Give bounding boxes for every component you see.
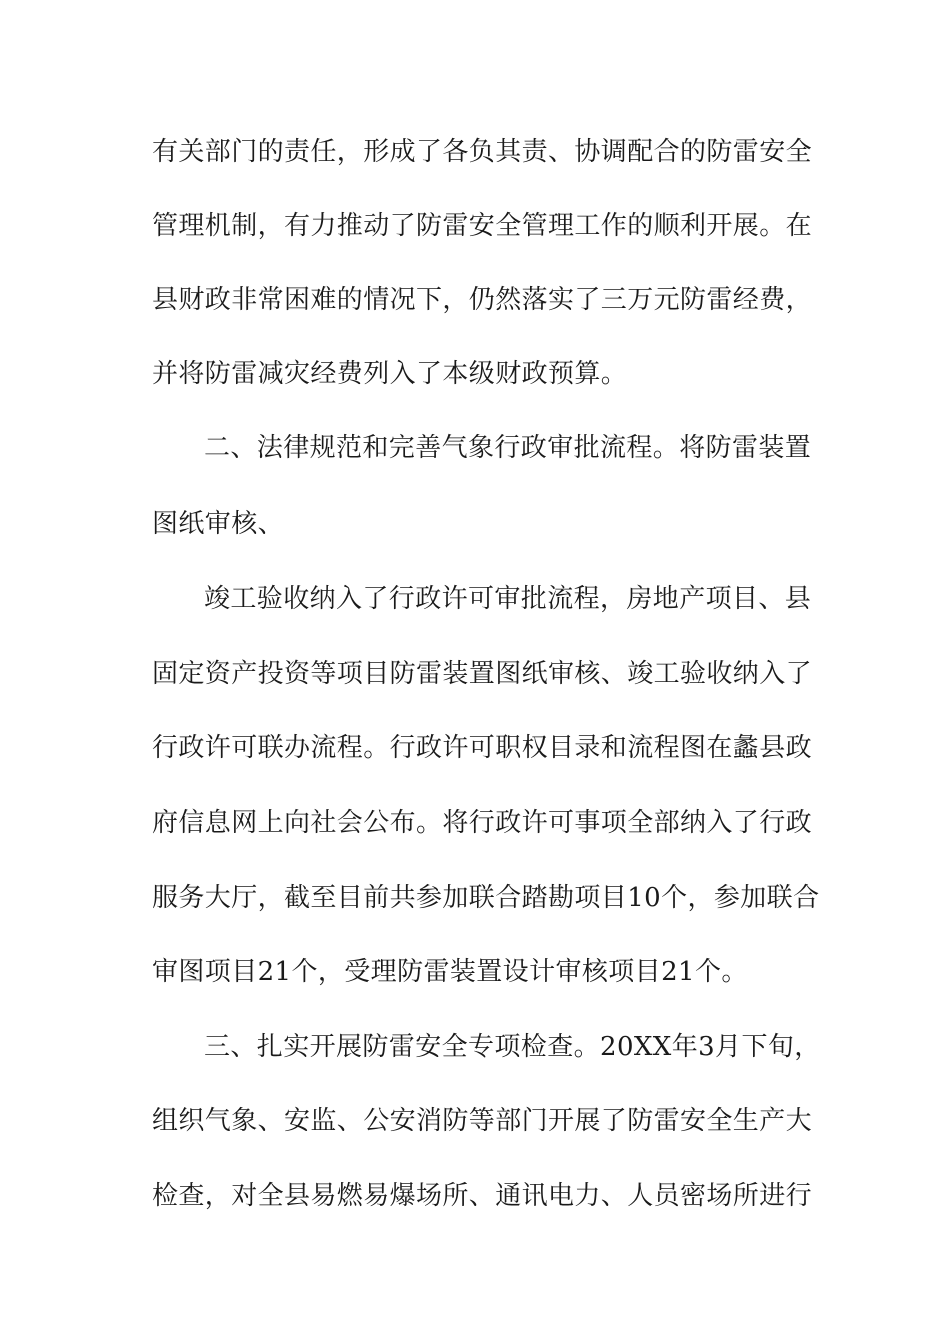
body-text-line: 组织气象、安监、公安消防等部门开展了防雷安全生产大 (152, 1106, 813, 1136)
body-text-line: 服务大厅，截至目前共参加联合踏勘项目10个，参加联合 (152, 883, 820, 913)
body-text-line: 行政许可联办流程。行政许可职权目录和流程图在蠡县政 (152, 733, 813, 763)
section-heading-line: 二、法律规范和完善气象行政审批流程。将防雷装置 (204, 433, 812, 463)
body-text-line: 审图项目21个，受理防雷装置设计审核项目21个。 (152, 957, 748, 987)
body-text-line: 有关部门的责任，形成了各负其责、协调配合的防雷安全 (152, 137, 813, 167)
body-text-line: 县财政非常困难的情况下，仍然落实了三万元防雷经费， (152, 285, 813, 315)
body-text-line: 检查，对全县易燃易爆场所、通讯电力、人员密场所进行 (152, 1181, 813, 1211)
body-text-line: 并将防雷减灾经费列入了本级财政预算。 (152, 359, 628, 389)
body-text-line: 图纸审核、 (152, 509, 285, 539)
body-text-line: 府信息网上向社会公布。将行政许可事项全部纳入了行政 (152, 808, 813, 838)
body-text-line: 固定资产投资等项目防雷装置图纸审核、竣工验收纳入了 (152, 659, 813, 689)
body-text-line: 竣工验收纳入了行政许可审批流程，房地产项目、县 (204, 584, 812, 614)
section-heading-line: 三、扎实开展防雷安全专项检查。20XX年3月下旬， (204, 1032, 821, 1062)
body-text-line: 管理机制，有力推动了防雷安全管理工作的顺利开展。在 (152, 211, 813, 241)
